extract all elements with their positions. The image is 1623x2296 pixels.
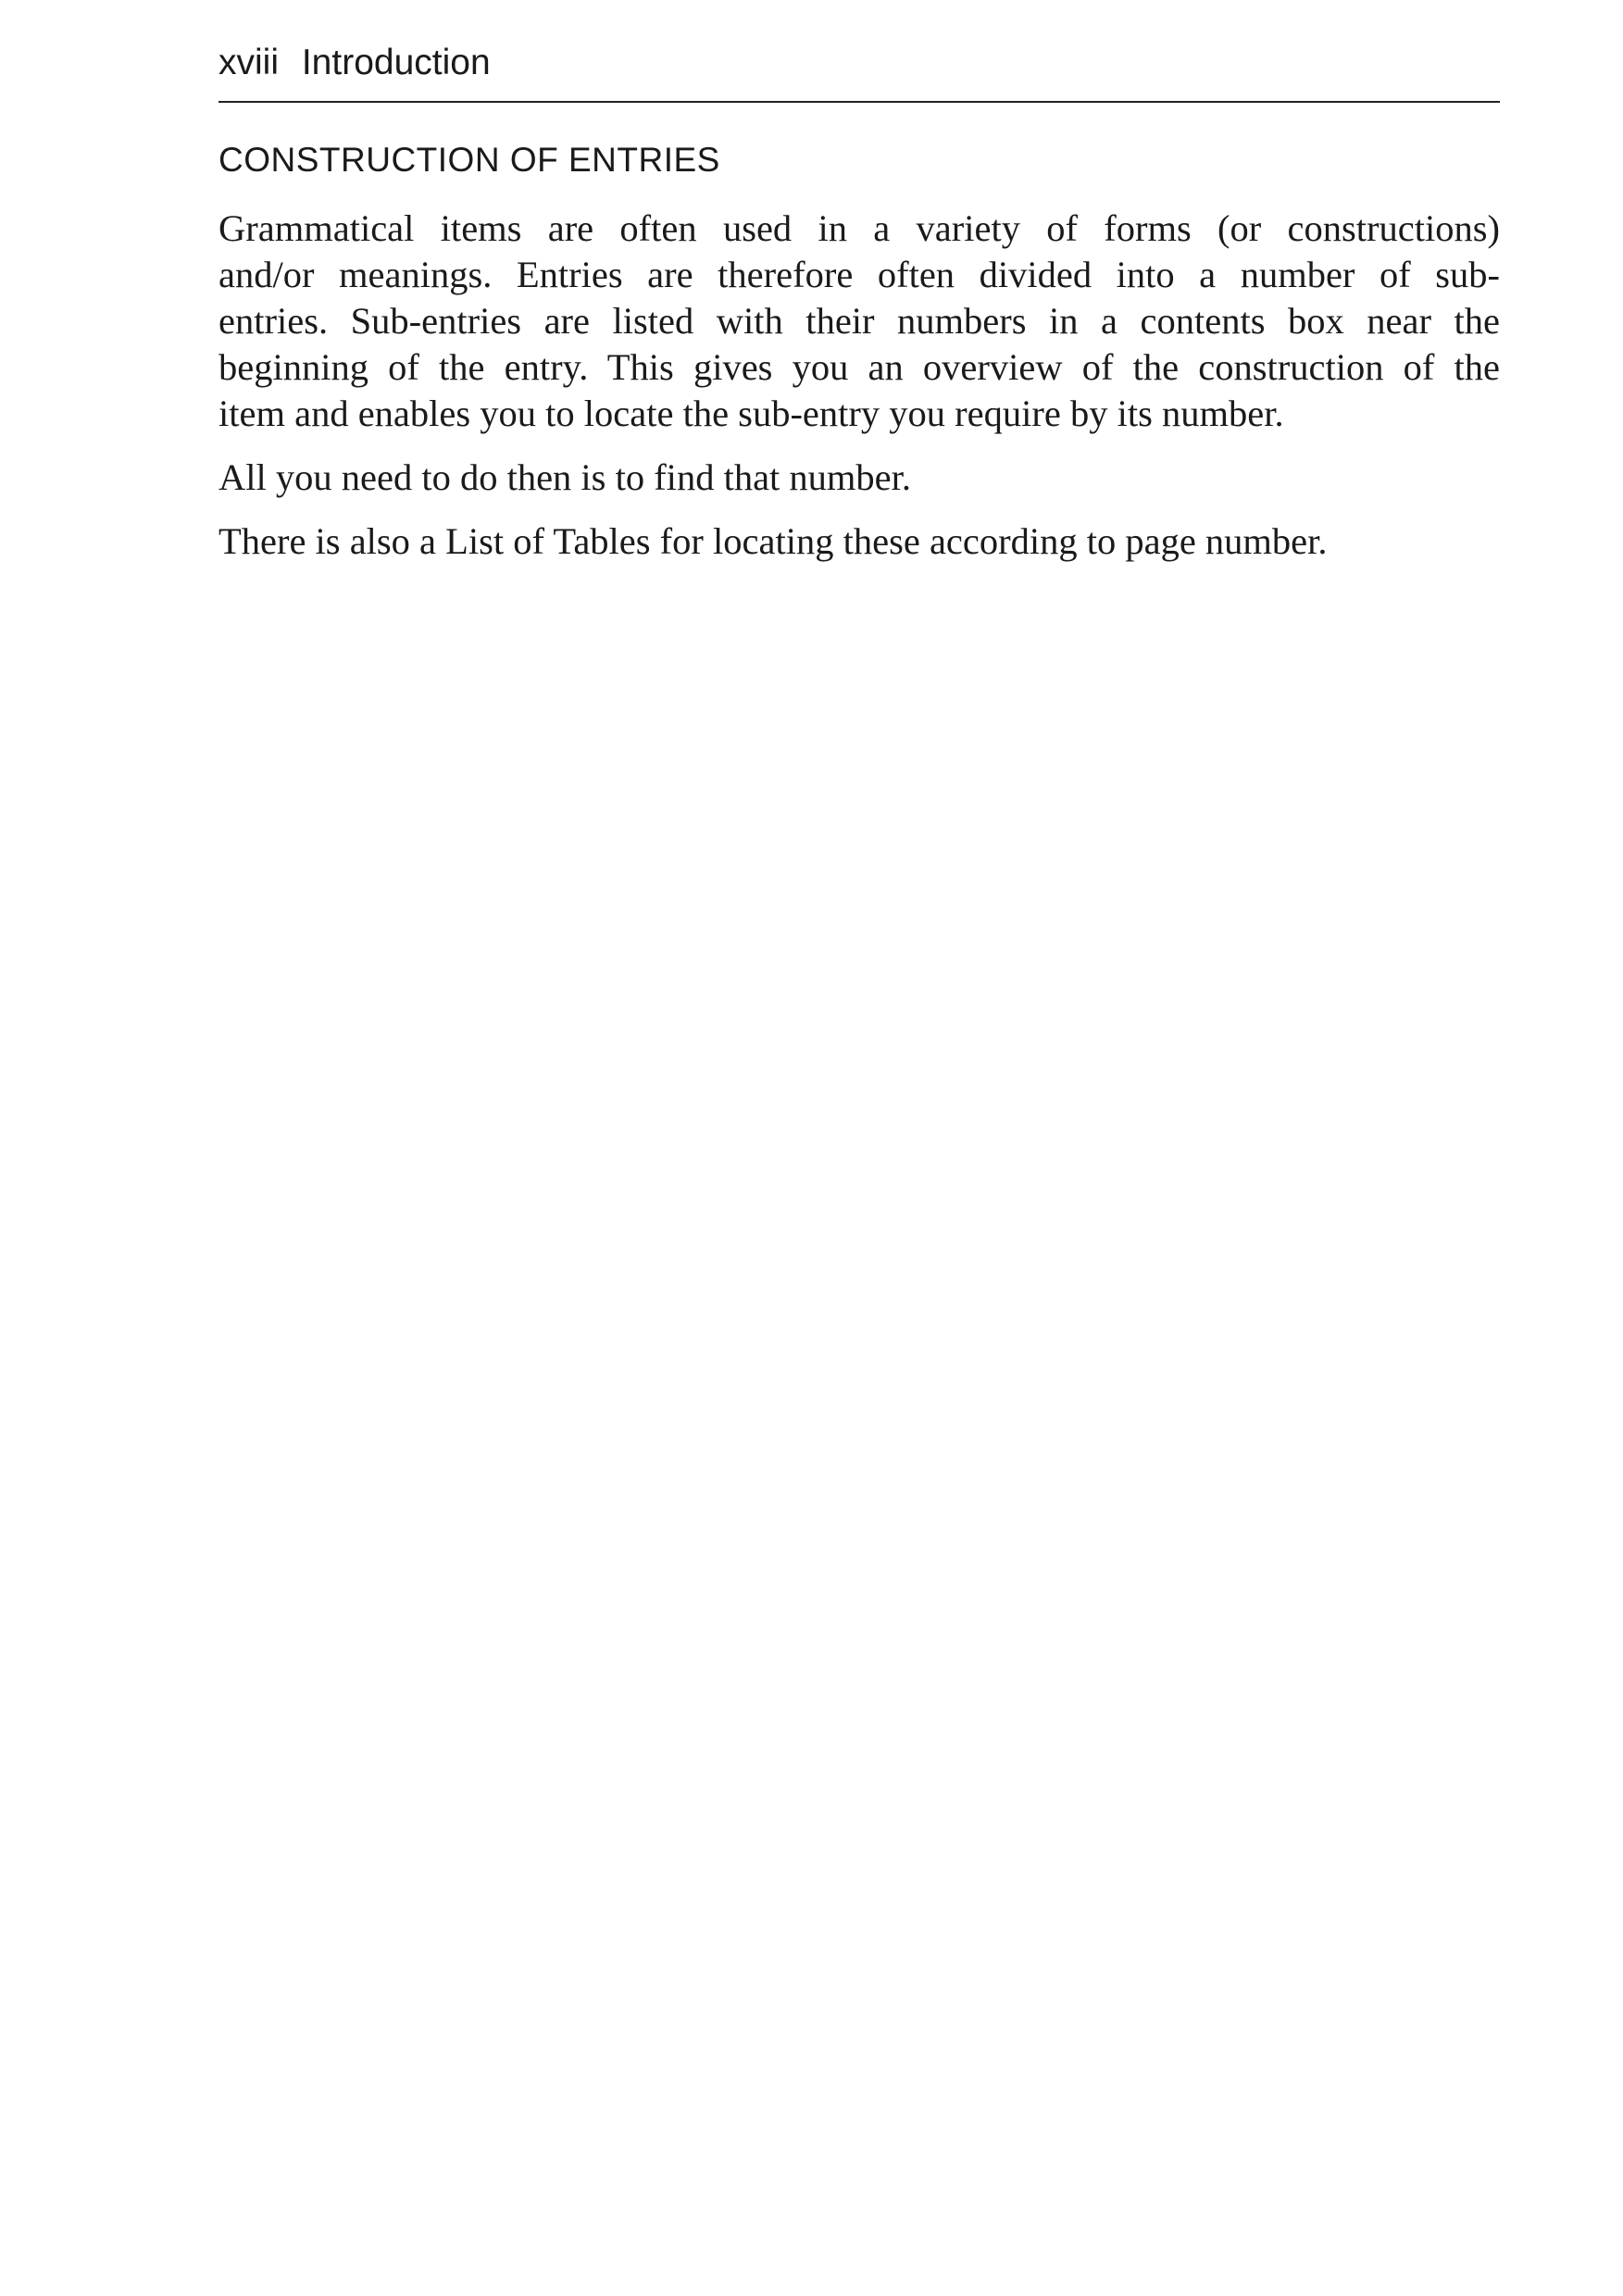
paragraph-1-line-1: Grammatical items are often used in a variety of forms (or constructions) [218, 207, 1500, 249]
paragraph-1-line-4: beginning of the entry. This gives you an overview of the construction of the [218, 346, 1500, 388]
page-number: xviii [218, 43, 279, 82]
paragraph-1 [218, 206, 1500, 437]
running-head [218, 41, 491, 85]
paragraph-1-line-5: item and enables you to locate the sub-entry you require by its number. [218, 393, 1284, 434]
paragraph-2: All you need to do then is to find that number. [218, 456, 912, 498]
body-text [218, 206, 1500, 582]
paragraph-1-line-2: and/or meanings. Entries are therefore often divided into a number of sub- [218, 254, 1500, 295]
header-rule [218, 101, 1500, 103]
running-title: Introduction [301, 43, 491, 82]
paragraph-3: There is also a List of Tables for locating these according to page number. [218, 520, 1328, 562]
section-heading: CONSTRUCTION OF ENTRIES [218, 141, 720, 179]
paragraph-1-line-3: entries. Sub-entries are listed with their numbers in a contents box near the [218, 300, 1500, 342]
